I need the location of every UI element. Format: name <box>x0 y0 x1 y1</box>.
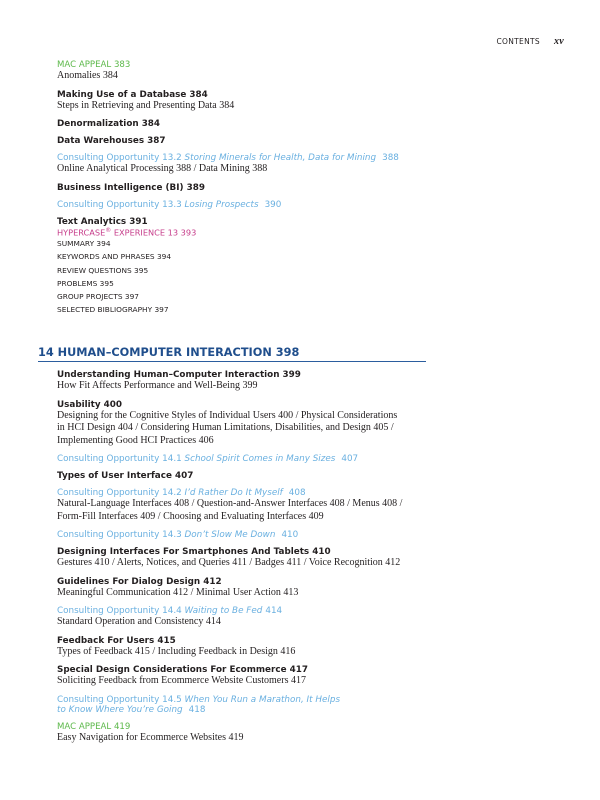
toc-heading-denormalization[interactable]: Denormalization 384 <box>57 119 161 129</box>
chapter-14-toc <box>57 370 437 744</box>
opp-prefix: Consulting Opportunity 14.2 <box>57 488 185 498</box>
opp-title: Waiting to Be Fed <box>184 606 263 616</box>
opp-title: Don’t Slow Me Down <box>184 530 276 540</box>
opp-page: 390 <box>264 199 282 210</box>
end-matter-keywords[interactable]: KEYWORDS AND PHRASES 394 <box>57 252 172 262</box>
end-matter-problems[interactable]: PROBLEMS 395 <box>57 278 114 288</box>
opp-page: 388 <box>382 153 399 163</box>
toc-heading-special[interactable]: Special Design Considerations For Ecommerce 417 <box>57 665 308 675</box>
mac-appeal-13[interactable]: MAC APPEAL 383 <box>57 60 131 70</box>
toc-subentry: Anomalies 384 <box>57 70 118 81</box>
toc-subentry: Form-Fill Interfaces 409 / Choosing and Evaluating Interfaces 409 <box>57 510 324 522</box>
toc-heading-usability[interactable]: Usability 400 <box>57 399 123 410</box>
opp-page: 407 <box>341 454 359 464</box>
opp-prefix: Consulting Opportunity 14.3 <box>57 530 185 540</box>
opp-prefix: Consulting Opportunity 14.4 <box>57 606 185 616</box>
opp-prefix: Consulting Opportunity 13.3 <box>57 199 185 210</box>
header-label: CONTENTS <box>496 37 540 46</box>
consulting-opportunity-14-3[interactable] <box>57 530 437 540</box>
opp-page: 408 <box>288 488 306 498</box>
toc-heading-designing[interactable]: Designing Interfaces For Smartphones And Tablets 410 <box>57 547 331 557</box>
toc-subentry: Meaningful Communication 412 / Minimal User Action 413 <box>57 586 299 598</box>
hypercase-experience-13[interactable] <box>57 227 437 238</box>
opp-prefix: Consulting Opportunity 14.1 <box>57 454 185 464</box>
running-header <box>497 36 564 47</box>
toc-subentry: Types of Feedback 415 / Including Feedback in Design 416 <box>57 645 296 657</box>
opp-title: Storing Minerals for Health, Data for Mining <box>184 153 377 163</box>
end-matter-group[interactable]: GROUP PROJECTS 397 <box>57 292 139 302</box>
mac-appeal-14[interactable]: MAC APPEAL 419 <box>57 721 131 732</box>
toc-heading-understanding[interactable]: Understanding Human–Computer Interaction 399 <box>57 370 301 380</box>
toc-subentry: Easy Navigation for Ecommerce Websites 419 <box>57 731 244 743</box>
end-matter-review[interactable]: REVIEW QUESTIONS 395 <box>57 265 149 275</box>
consulting-opportunity-13-3[interactable] <box>57 200 437 210</box>
toc-subentry: Designing for the Cognitive Styles of Individual Users 400 / Physical Considerations <box>57 409 398 421</box>
opp-page: 410 <box>281 530 299 540</box>
toc-heading-bi[interactable]: Business Intelligence (BI) 389 <box>57 182 205 193</box>
toc-heading-text-analytics[interactable]: Text Analytics 391 <box>57 216 148 227</box>
toc-subentry: Soliciting Feedback from Ecommerce Website Customers 417 <box>57 675 306 686</box>
opp-title: I’d Rather Do It Myself <box>184 488 283 498</box>
consulting-opportunity-14-5[interactable] <box>57 695 437 705</box>
page-number: xv <box>553 36 564 47</box>
opp-prefix: Consulting Opportunity 13.2 <box>57 153 185 163</box>
toc-heading-feedback[interactable]: Feedback For Users 415 <box>57 635 176 646</box>
toc-subentry: Gestures 410 / Alerts, Notices, and Queries 411 / Badges 411 / Voice Recognition 412 <box>57 557 401 568</box>
consulting-opportunity-14-4[interactable] <box>57 606 437 616</box>
toc-heading-types[interactable]: Types of User Interface 407 <box>57 471 194 481</box>
registered-mark: ® <box>105 226 112 234</box>
toc-subentry: Online Analytical Processing 388 / Data Mining 388 <box>57 163 268 174</box>
toc-heading-data-warehouses[interactable]: Data Warehouses 387 <box>57 136 166 146</box>
toc-subentry: Natural-Language Interfaces 408 / Question-and-Answer Interfaces 408 / Menus 408 / <box>57 498 403 509</box>
hypercase-rest: EXPERIENCE 13 393 <box>111 227 197 238</box>
end-matter-summary[interactable]: SUMMARY 394 <box>57 239 111 249</box>
toc-heading-guidelines[interactable]: Guidelines For Dialog Design 412 <box>57 576 222 587</box>
hypercase-label: HYPERCASE <box>57 227 106 238</box>
toc-subentry: Implementing Good HCI Practices 406 <box>57 434 214 446</box>
consulting-opportunity-14-2[interactable] <box>57 488 437 498</box>
chapter-13-toc <box>57 60 437 316</box>
toc-subentry: Steps in Retrieving and Presenting Data 384 <box>57 99 235 111</box>
opp-page: 418 <box>188 704 206 715</box>
opp-title: When You Run a Marathon, It Helps <box>184 694 341 705</box>
opp-title: to Know Where You’re Going <box>57 704 183 715</box>
consulting-opportunity-14-1[interactable] <box>57 454 437 464</box>
opp-prefix: Consulting Opportunity 14.5 <box>57 694 185 705</box>
end-matter-bibliography[interactable]: SELECTED BIBLIOGRAPHY 397 <box>57 305 169 315</box>
opp-page: 414 <box>265 606 283 616</box>
opp-title: Losing Prospects <box>184 199 259 210</box>
opp-title: School Spirit Comes in Many Sizes <box>184 454 336 464</box>
toc-heading-making-use[interactable]: Making Use of a Database 384 <box>57 89 208 100</box>
toc-subentry: Standard Operation and Consistency 414 <box>57 616 221 627</box>
consulting-opportunity-14-5-cont[interactable] <box>57 705 437 715</box>
chapter-14-title[interactable]: 14 HUMAN–COMPUTER INTERACTION 398 <box>38 346 426 362</box>
toc-subentry: in HCI Design 404 / Considering Human Limitations, Disabilities, and Design 405 / <box>57 422 394 433</box>
toc-subentry: How Fit Affects Performance and Well-Being 399 <box>57 380 258 391</box>
consulting-opportunity-13-2[interactable] <box>57 153 437 163</box>
